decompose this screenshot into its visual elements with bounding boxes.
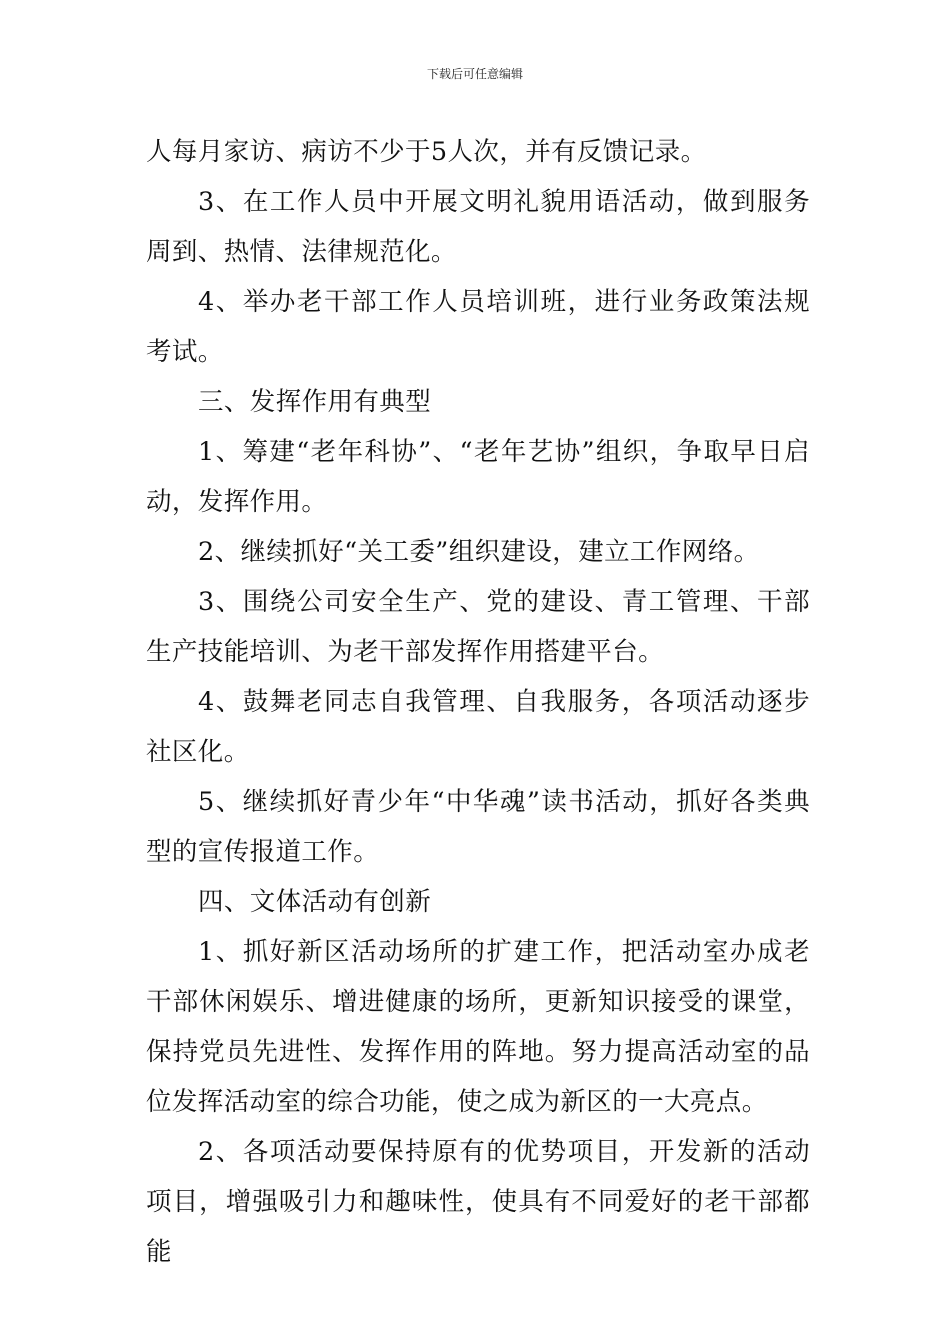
- paragraph-item-5-reading: 5、继续抓好青少年“中华魂”读书活动，抓好各类典型的宣传报道工作。: [146, 787, 810, 867]
- paragraph-item-1-associations: 1、筹建“老年科协”、“老年艺协”组织，争取早日启动，发挥作用。: [146, 437, 810, 517]
- section-heading-3: 三、发挥作用有典型: [198, 387, 432, 417]
- page-header: 下载后可任意编辑: [426, 67, 523, 81]
- paragraph-item-1-activity-room: 1、抓好新区活动场所的扩建工作，把活动室办成老干部休闲娱乐、增进健康的场所，更新知识接受的课堂，保持党员先进性、发挥作用的阵地。努力提高活动室的品位发挥活动室的综合功能，使之成为新区的一大亮点。: [146, 937, 810, 1117]
- paragraph-item-4-training: 4、举办老干部工作人员培训班，进行业务政策法规考试。: [146, 287, 810, 367]
- paragraph-item-3-platform: 3、围绕公司安全生产、党的建设、青工管理、干部生产技能培训、为老干部发挥作用搭建平台。: [146, 587, 810, 667]
- document-body: [146, 127, 810, 1277]
- paragraph-item-2-activities: 2、各项活动要保持原有的优势项目，开发新的活动项目，增强吸引力和趣味性，使具有不同爱好的老干部都能: [146, 1137, 810, 1267]
- paragraph-continuation: 人每月家访、病访不少于5人次，并有反馈记录。: [146, 137, 707, 167]
- paragraph-item-2-committee: 2、继续抓好“关工委”组织建设，建立工作网络。: [198, 537, 760, 567]
- section-heading-4: 四、文体活动有创新: [198, 887, 432, 917]
- paragraph-item-3-etiquette: 3、在工作人员中开展文明礼貌用语活动，做到服务周到、热情、法律规范化。: [146, 187, 810, 267]
- paragraph-item-4-community: 4、鼓舞老同志自我管理、自我服务，各项活动逐步社区化。: [146, 687, 810, 767]
